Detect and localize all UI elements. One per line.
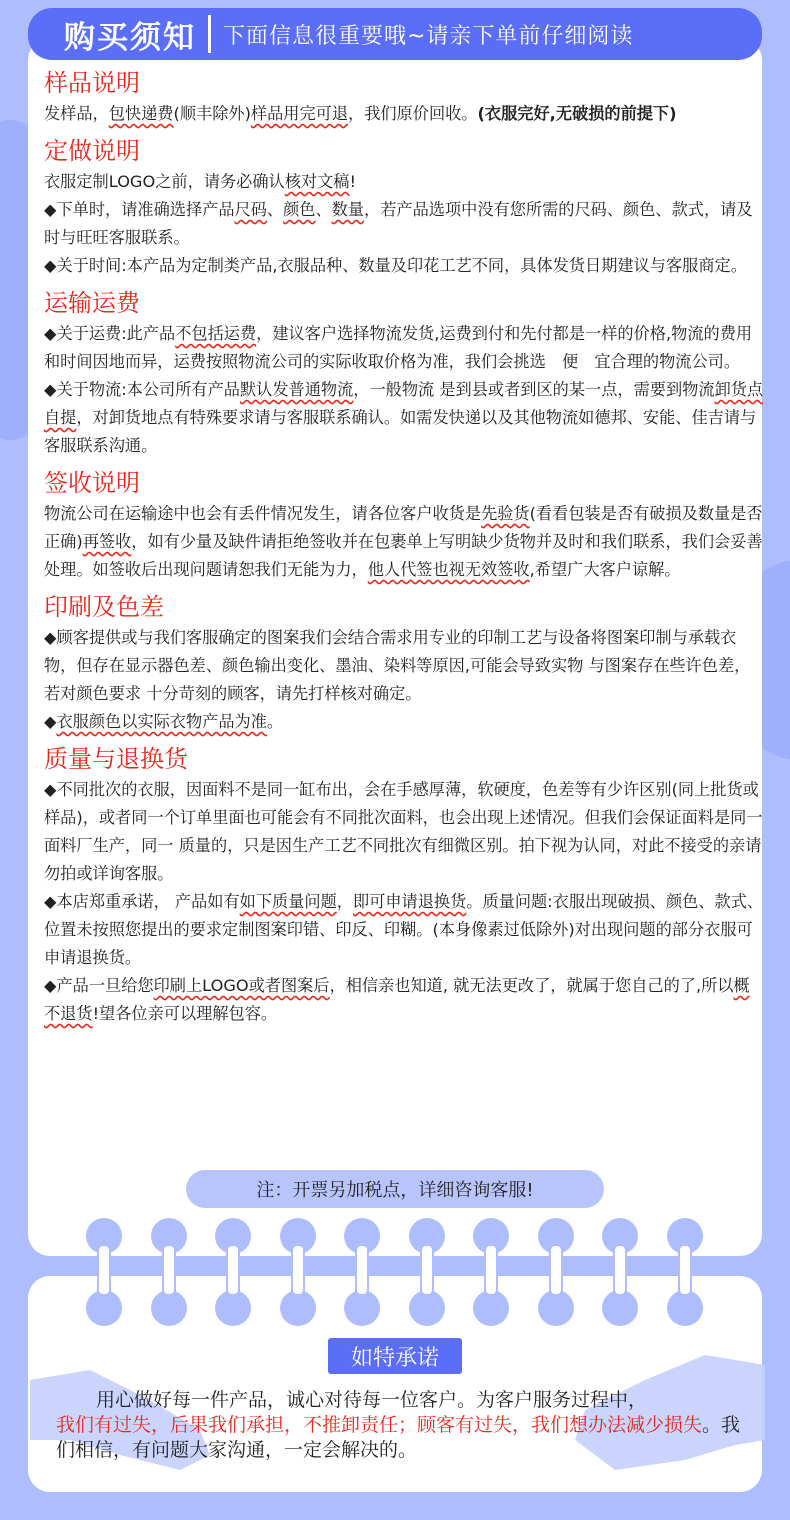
section-paragraph: ◆产品一旦给您印刷上LOGO或者图案后，相信亲也知道, 就无法更改了，就属于您自己的了,所以概不退货!望各位亲可以理解包容。 bbox=[44, 976, 750, 1023]
highlight-text: 数量 bbox=[331, 200, 365, 219]
section-title: 运输运费 bbox=[44, 289, 140, 317]
section-title: 印刷及色差 bbox=[44, 593, 164, 621]
highlight-text: 先验货 bbox=[481, 504, 530, 523]
binding-ring-link bbox=[484, 1244, 498, 1296]
promise-line-1: 用心做好每一件产品，诚心对待每一位客户。为客户服务过程中， bbox=[96, 1389, 648, 1411]
binding-ring-link bbox=[420, 1244, 434, 1296]
section-title: 定做说明 bbox=[44, 137, 140, 165]
highlight-text: 他人代签也视无效签收 bbox=[367, 560, 530, 579]
section-paragraph: ◆本店郑重承诺， 产品如有如下质量问题，即可申请退换货。质量问题:衣服出现破损、颜色、款式、位置未按照您提出的要求定制图案印错、印反、印糊。(本身像素过低除外)对出现问题的部分衣服可申请退换货。 bbox=[44, 892, 764, 967]
section-paragraph: 发样品，包快递费(顺丰除外)样品用完可退，我们原价回收。(衣服完好,无破损的前提下) bbox=[44, 104, 677, 123]
section-title: 签收说明 bbox=[44, 469, 140, 497]
section-paragraph: ◆顾客提供或与我们客服确定的图案我们会结合需求用专业的印制工艺与设备将图案印制与承载衣物，但存在显示器色差、颜色输出变化、墨油、染料等原因,可能会导致实物 与图案存在些许色差，若对颜色要求 十分苛刻的顾客，请先打样核对确定。 bbox=[44, 628, 751, 703]
promise-line-2: 我们有过失，后果我们承担，不推卸责任；顾客有过失，我们想办法减少损失 bbox=[56, 1414, 703, 1436]
highlight-text: 印刷上LOGO或者图案后 bbox=[153, 976, 330, 995]
binding-ring-link bbox=[162, 1244, 176, 1296]
highlight-text: 默认发普通物流 bbox=[239, 380, 354, 399]
highlight-text: 如下质量问题 bbox=[239, 892, 337, 911]
page-title: 购买须知 bbox=[64, 19, 196, 56]
binding-ring-link bbox=[355, 1244, 369, 1296]
highlight-text: 样品用完可退 bbox=[250, 104, 349, 123]
binding-ring-link bbox=[549, 1244, 563, 1296]
highlight-text: 即可申请退换货 bbox=[352, 892, 467, 911]
promise-badge: 如特承诺 bbox=[328, 1338, 462, 1374]
promise-text bbox=[56, 1388, 746, 1463]
section-paragraph: ◆衣服颜色以实际衣物产品为准。 bbox=[44, 712, 284, 731]
highlight-text: 卸货点自提 bbox=[44, 380, 764, 427]
page-subtitle: 下面信息很重要哦~请亲下单前仔细阅读 bbox=[223, 23, 634, 49]
bold-text: (衣服完好,无破损的前提下) bbox=[477, 104, 677, 123]
header-divider bbox=[208, 15, 211, 53]
section-paragraph: ◆关于物流:本公司所有产品默认发普通物流，一般物流 是到县或者到区的某一点，需要到物流卸货点自提，对卸货地点有特殊要求请与客服联系确认。如需发快递以及其他物流如德邦、安能、佳吉请与客服联系沟通。 bbox=[44, 380, 764, 455]
section-paragraph: ◆不同批次的衣服，因面料不是同一缸布出，会在手感厚薄，软硬度，色差等有少许区别(同上批货或样品)，或者同一个订单里面也可能会有不同批次面料，也会出现上述情况。但我们会保证面料是同一面料厂生产，同一 质量的，只是因生产工艺不同批次有细微区别。拍下视为认同，对此不接受的亲请勿拍或详询客服。 bbox=[44, 780, 763, 883]
section-title: 质量与退换货 bbox=[44, 745, 188, 773]
binding-ring-link bbox=[291, 1244, 305, 1296]
section-paragraph: 物流公司在运输途中也会有丢件情况发生，请各位客户收货是先验货(看看包装是否有破损及数量是否正确)再签收，如有少量及缺件请拒绝签收并在包裹单上写明缺少货物并及时和我们联系，我们会妥善处理。如签收后出现问题请恕我们无能为力，他人代签也视无效签收,希望广大客户谅解。 bbox=[44, 504, 763, 579]
section-paragraph: 衣服定制LOGO之前，请务必确认核对文稿! bbox=[44, 172, 356, 191]
binding-ring-link bbox=[226, 1244, 240, 1296]
section-paragraph: ◆关于时间:本产品为定制类产品,衣服品种、数量及印花工艺不同，具体发货日期建议与客服商定。 bbox=[44, 256, 747, 275]
highlight-text: 颜色 bbox=[283, 200, 316, 219]
notice-content bbox=[44, 66, 764, 1028]
highlight-text: 包快递费 bbox=[108, 104, 174, 123]
highlight-text: 衣服颜色以实际衣物产品为准 bbox=[56, 712, 267, 731]
binding-rings-top bbox=[0, 1218, 790, 1258]
binding-ring-link bbox=[97, 1244, 111, 1296]
binding-ring-link bbox=[613, 1244, 627, 1296]
section-paragraph: ◆下单时，请准确选择产品尺码、颜色、数量，若产品选项中没有您所需的尺码、颜色、款式，请及时与旺旺客服联系。 bbox=[44, 200, 753, 247]
highlight-text: 再签收 bbox=[82, 532, 132, 551]
header-banner bbox=[28, 8, 762, 60]
binding-ring-link bbox=[678, 1244, 692, 1296]
section-paragraph: ◆关于运费:此产品不包括运费，建议客户选择物流发货,运费到付和先付都是一样的价格,物流的费用和时间因地而异，运费按照物流公司的实际收取价格为准，我们会挑选 便 宜合理的物流公司。 bbox=[44, 324, 753, 371]
highlight-text: 核对文稿 bbox=[284, 172, 350, 191]
invoice-note: 注：开票另加税点，详细咨询客服! bbox=[186, 1170, 604, 1208]
binding-rings-bottom bbox=[0, 1290, 790, 1330]
highlight-text: 概不退货 bbox=[44, 976, 750, 1023]
highlight-text: 不包括运费 bbox=[175, 324, 257, 343]
section-title: 样品说明 bbox=[44, 69, 140, 97]
promise-line-3: 。我们相信，有问题大家沟通，一定会解决的。 bbox=[56, 1414, 741, 1461]
highlight-text: 尺码 bbox=[234, 200, 267, 219]
